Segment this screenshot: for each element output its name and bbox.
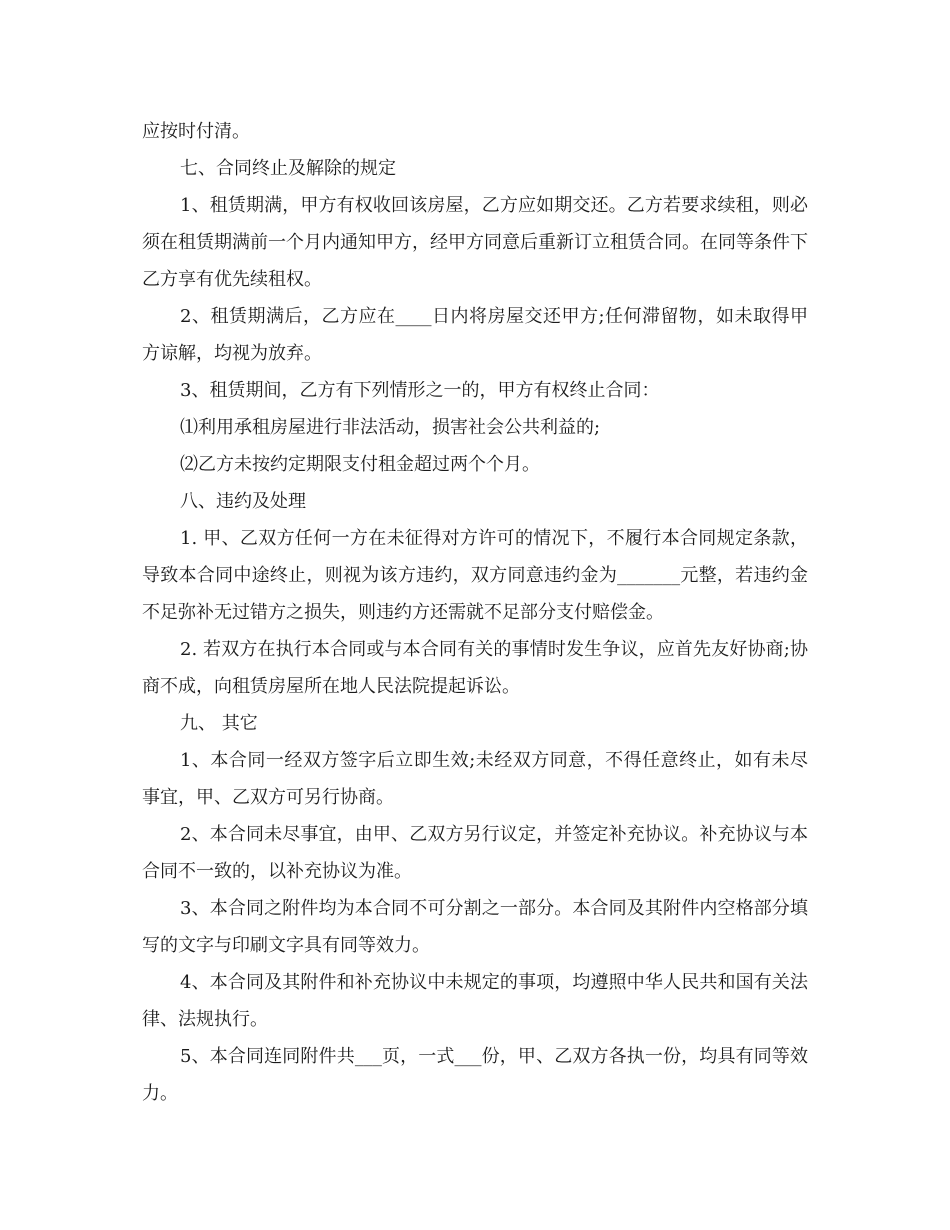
clause-attachments: 3、本合同之附件均为本合同不可分割之一部分。本合同及其附件内空格部分填写的文字与印刷文字具有同等效力。 <box>142 898 808 956</box>
clause-termination-conditions: 3、租赁期间，乙方有下列情形之一的，甲方有权终止合同： <box>180 380 660 401</box>
condition-illegal-activity: ⑴利用承租房屋进行非法活动，损害社会公共利益的; <box>180 417 601 438</box>
clause-lease-expiry-renewal: 1、租赁期满，甲方有权收回该房屋，乙方应如期交还。乙方若要求续租，则必须在租赁期满前一个月内通知甲方，经甲方同意后重新订立租赁合同。在同等条件下乙方享有优先续租权。 <box>142 195 808 290</box>
clause-supplementary-agreement: 2、本合同未尽事宜，由甲、乙双方另行议定，并签定补充协议。补充协议与本合同不一致的，以补充协议为准。 <box>142 824 808 882</box>
clause-return-premises: 2、租赁期满后，乙方应在____日内将房屋交还甲方;任何滞留物，如未取得甲方谅解，均视为放弃。 <box>142 306 808 364</box>
document-body <box>142 113 808 1112</box>
condition-rent-overdue: ⑵乙方未按约定期限支付租金超过两个个月。 <box>180 454 540 475</box>
clause-copies: 5、本合同连同附件共___页，一式___份，甲、乙双方各执一份，均具有同等效力。 <box>142 1046 808 1104</box>
clause-effective-date: 1、本合同一经双方签字后立即生效;未经双方同意，不得任意终止，如有未尽事宜，甲、乙双方可另行协商。 <box>142 750 808 808</box>
clause-dispute-resolution: 2. 若双方在执行本合同或与本合同有关的事情时发生争议，应首先友好协商;协商不成，向租赁房屋所在地人民法院提起诉讼。 <box>142 639 808 697</box>
clause-governing-law: 4、本合同及其附件和补充协议中未规定的事项，均遵照中华人民共和国有关法律、法规执行。 <box>142 972 808 1030</box>
clause-breach-penalty: 1. 甲、乙双方任何一方在未征得对方许可的情况下，不履行本合同规定条款，导致本合同中途终止，则视为该方违约，双方同意违约金为_______元整，若违约金不足弥补无过错方之损失，则违约方还需就不足部分支付赔偿金。 <box>142 528 808 623</box>
section-heading-breach: 八、违约及处理 <box>180 491 306 512</box>
section-heading-other: 九、 其它 <box>180 713 258 734</box>
section-heading-termination: 七、合同终止及解除的规定 <box>180 158 396 179</box>
paragraph-payment-tail: 应按时付清。 <box>142 121 250 142</box>
